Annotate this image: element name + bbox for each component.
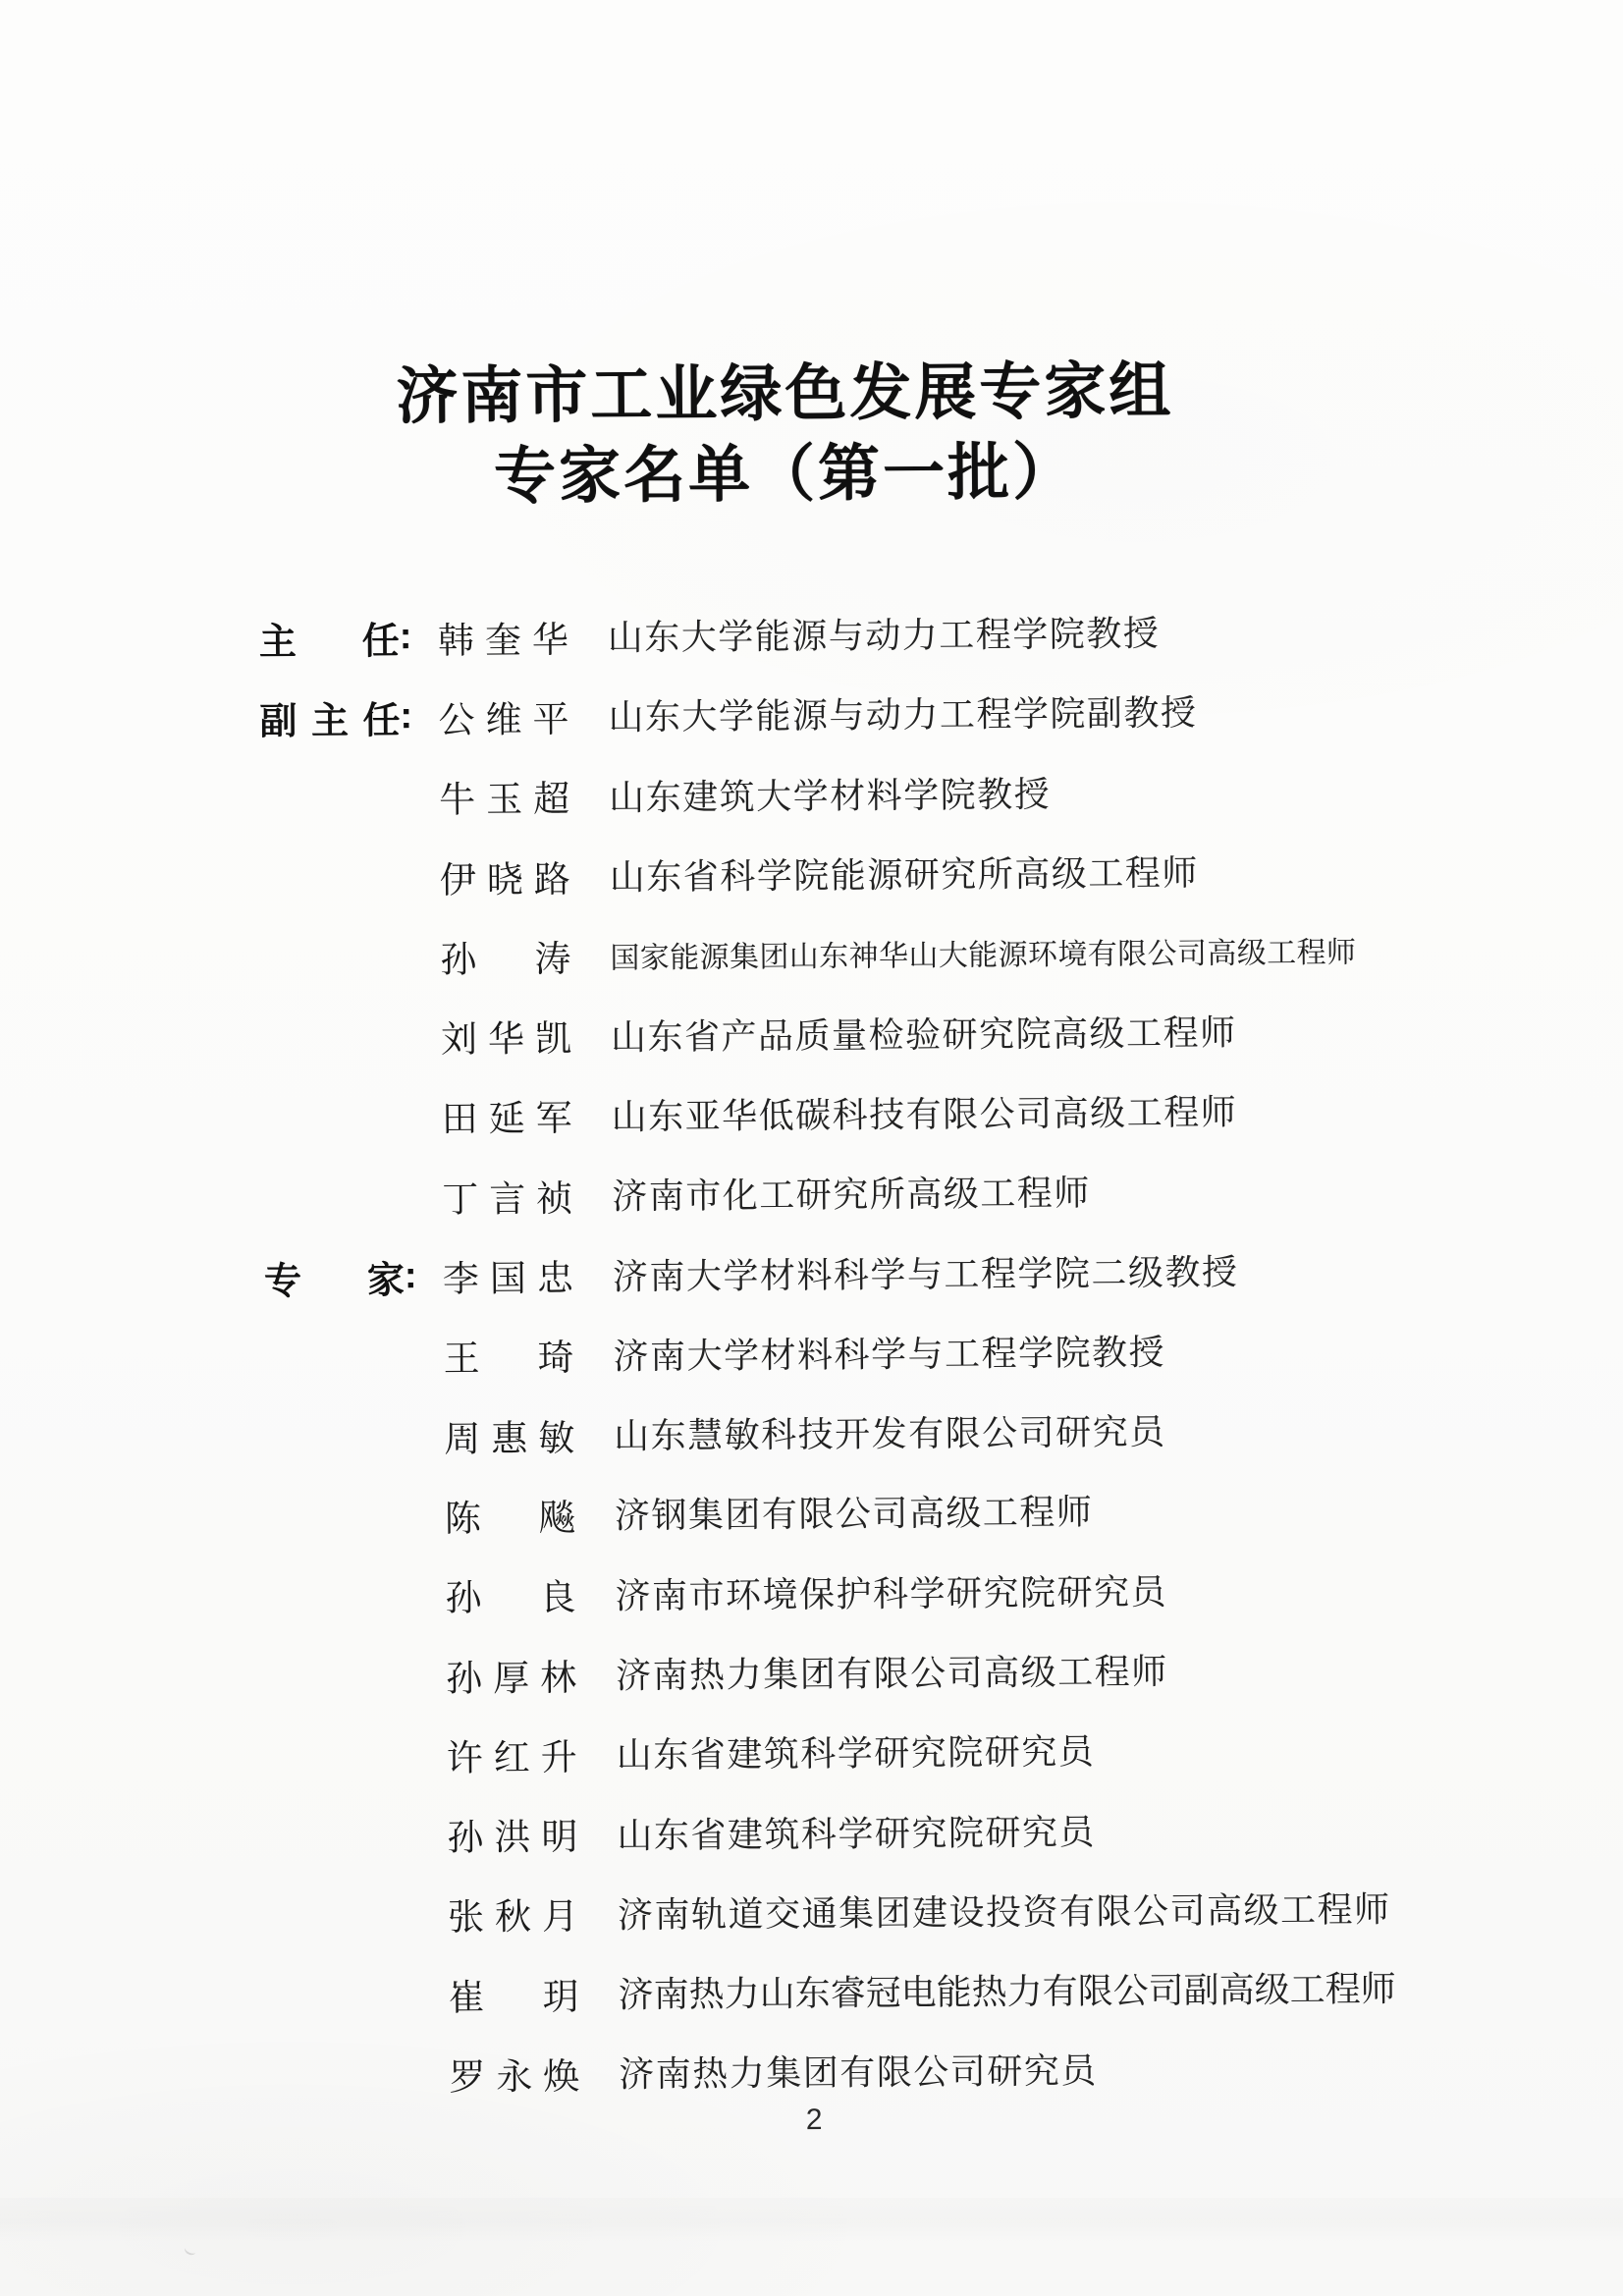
- role-label: [266, 1595, 423, 1596]
- document-title-line-1: 济南市工业绿色发展专家组: [396, 356, 1174, 432]
- expert-org: 山东慧敏科技开发有限公司研究员: [614, 1412, 1166, 1456]
- expert-org: 山东建筑大学材料学院教授: [608, 774, 1052, 818]
- roster-row: [2, 1227, 1623, 1319]
- role-label: [262, 1036, 419, 1037]
- expert-name: 韩奎华: [437, 620, 569, 662]
- role-label: [270, 2074, 427, 2075]
- expert-org: 山东省产品质量检验研究院高级工程师: [610, 1012, 1237, 1058]
- expert-org: 山东省科学院能源研究所高级工程师: [609, 852, 1199, 898]
- roster-row: [6, 1785, 1623, 1878]
- expert-org: 济南大学材料科学与工程学院二级教授: [612, 1252, 1239, 1297]
- role-label: [265, 1436, 422, 1437]
- roster-row: [7, 1945, 1623, 2038]
- expert-roster: [0, 588, 1623, 2118]
- role-label: [260, 796, 417, 797]
- role-label: [269, 1915, 426, 1916]
- role-label: [263, 1196, 420, 1197]
- role-label: [259, 690, 416, 745]
- expert-org: 济南热力集团有限公司研究员: [619, 2051, 1098, 2096]
- roster-row: [4, 1546, 1623, 1638]
- expert-name: 崔玥: [448, 1977, 579, 2019]
- expert-name: 刘华凯: [440, 1019, 572, 1062]
- roster-row: [0, 827, 1622, 919]
- expert-org: 济钢集团有限公司高级工程师: [614, 1493, 1094, 1536]
- roster-row: [3, 1386, 1623, 1478]
- expert-name: 孙良: [445, 1578, 576, 1620]
- expert-name: 陈飚: [444, 1498, 576, 1540]
- role-label-text: 主任: [258, 621, 401, 664]
- expert-name: 孙厚林: [445, 1658, 577, 1700]
- roster-row: [0, 987, 1623, 1079]
- expert-name: 牛玉超: [438, 780, 570, 822]
- expert-org: 济南大学材料科学与工程学院教授: [613, 1332, 1166, 1377]
- role-label: [268, 1755, 425, 1756]
- expert-org: 济南热力集团有限公司高级工程师: [615, 1652, 1168, 1696]
- roster-row: [2, 1306, 1623, 1398]
- expert-name: 王琦: [443, 1339, 574, 1381]
- roster-row: [0, 907, 1623, 1000]
- expert-name: 伊晓路: [439, 859, 570, 902]
- expert-name: 孙洪明: [447, 1817, 578, 1860]
- expert-name: 公维平: [438, 699, 569, 741]
- roster-row: [0, 668, 1621, 760]
- roster-row: [7, 1865, 1623, 1957]
- role-label: [267, 1675, 424, 1676]
- role-label-text: 副主任: [259, 700, 401, 743]
- expert-org: 济南市化工研究所高级工程师: [612, 1173, 1091, 1217]
- role-label: [264, 1249, 421, 1304]
- role-label-colon: :: [399, 616, 412, 658]
- expert-name: 田延军: [441, 1099, 572, 1141]
- expert-org: 国家能源集团山东神华山大能源环境有限公司高级工程师: [610, 936, 1357, 975]
- expert-org: 济南热力山东睿冠电能热力有限公司副高级工程师: [618, 1969, 1396, 2015]
- role-label: [263, 1117, 420, 1118]
- document-title-line-2: 专家名单（第一批）: [493, 437, 1078, 512]
- expert-org: 山东大学能源与动力工程学院教授: [607, 614, 1161, 658]
- page-number: 2: [805, 2103, 823, 2137]
- expert-name: 丁言祯: [442, 1178, 573, 1221]
- document-title: [0, 348, 1597, 521]
- expert-name: 孙涛: [440, 939, 571, 981]
- expert-name: 李国忠: [442, 1258, 574, 1300]
- expert-name: 许红升: [446, 1737, 577, 1779]
- roster-row: [0, 1066, 1623, 1159]
- role-label-text: 专家: [263, 1259, 406, 1302]
- expert-org: 山东省建筑科学研究院研究员: [617, 1812, 1097, 1856]
- role-label: [268, 1834, 425, 1835]
- expert-name: 张秋月: [447, 1897, 579, 1940]
- roster-row: [4, 1466, 1623, 1558]
- role-label: [266, 1515, 423, 1516]
- roster-row: [5, 1625, 1623, 1718]
- expert-org: 山东亚华低碳科技有限公司高级工程师: [611, 1092, 1238, 1137]
- roster-row: [5, 1706, 1623, 1798]
- expert-name: 罗永焕: [449, 2056, 580, 2099]
- role-label: [265, 1355, 422, 1356]
- roster-row: [0, 588, 1620, 681]
- expert-org: 济南轨道交通集团建设投资有限公司高级工程师: [617, 1889, 1391, 1936]
- expert-org: 济南市环境保护科学研究院研究员: [615, 1571, 1168, 1616]
- roster-row: [1, 1147, 1623, 1239]
- role-label-colon: :: [404, 1254, 417, 1296]
- role-label: [261, 877, 418, 878]
- roster-row: [0, 747, 1621, 840]
- expert-name: 周惠敏: [444, 1418, 575, 1460]
- role-label-colon: :: [400, 695, 413, 738]
- expert-org: 山东大学能源与动力工程学院副教授: [608, 693, 1198, 738]
- role-label: [259, 610, 416, 665]
- expert-org: 山东省建筑科学研究院研究员: [616, 1732, 1096, 1776]
